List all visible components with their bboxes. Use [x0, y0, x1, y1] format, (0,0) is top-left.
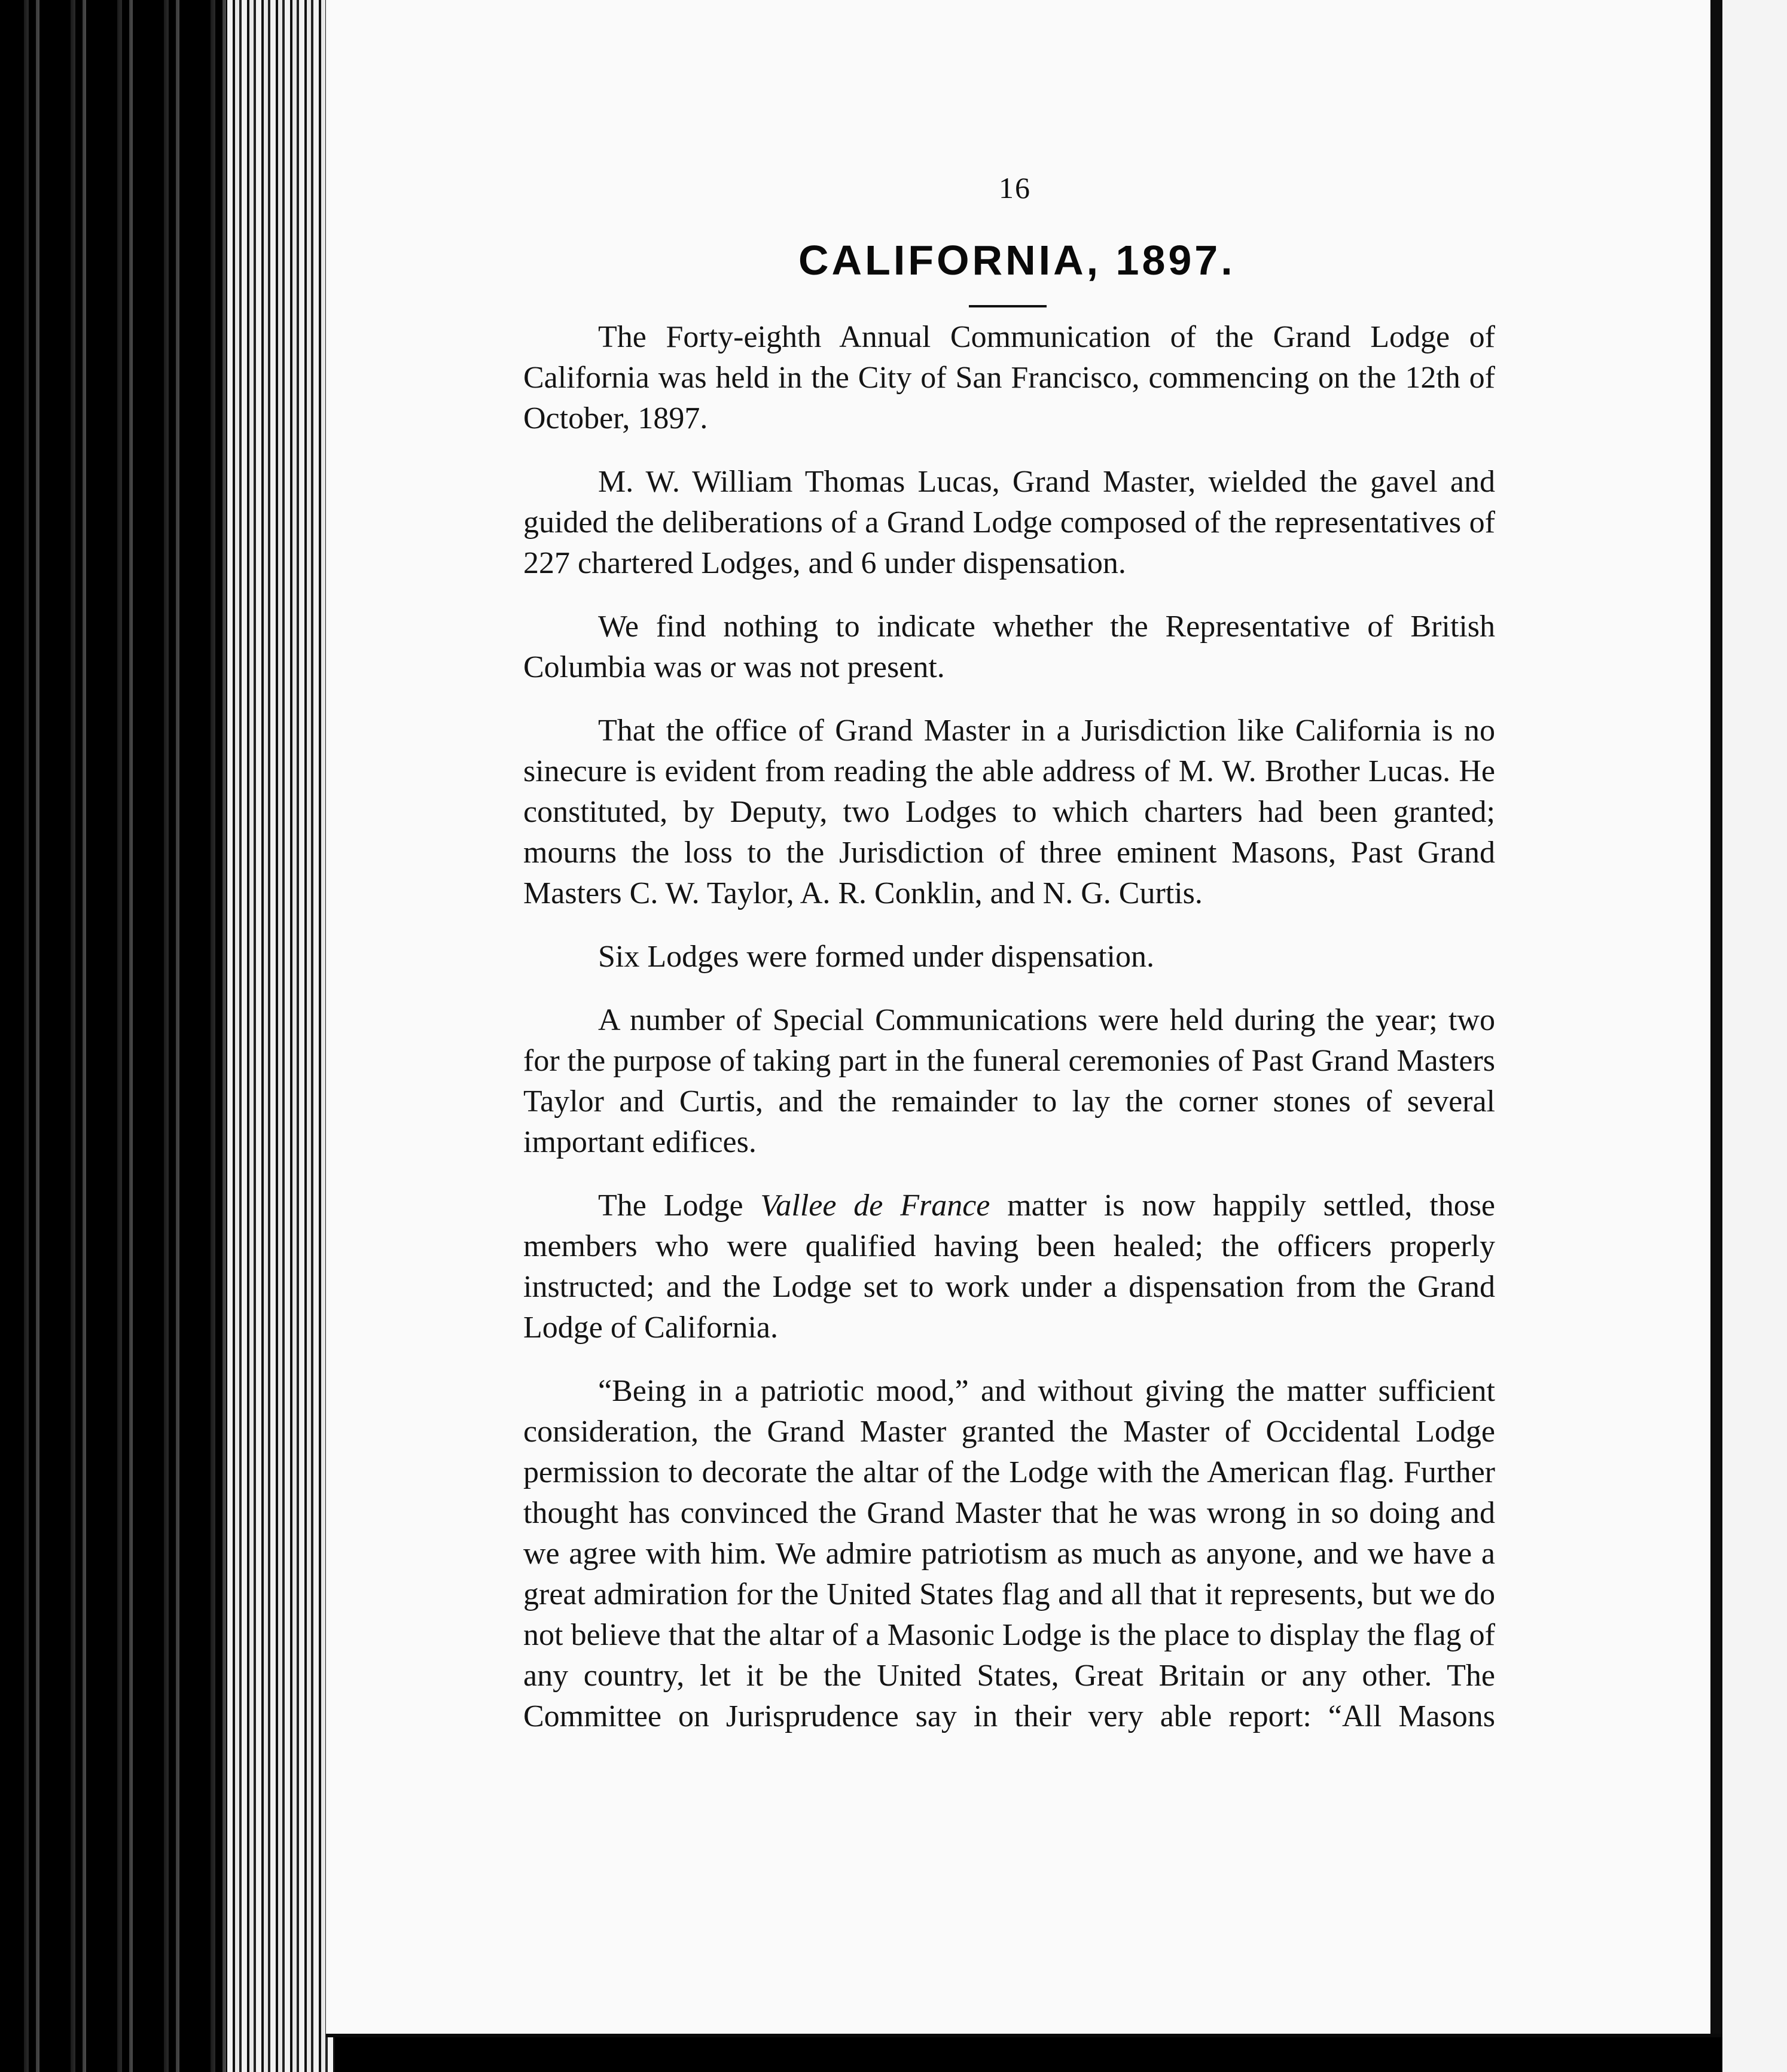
page-right-edge — [1710, 0, 1722, 2034]
title-divider — [969, 305, 1047, 307]
paragraph-2: M. W. William Thomas Lucas, Grand Master, wielded the gavel and guided the deliberations of a Grand Lodge composed of the representatives of 227 chartered Lodges, and 6 under dispensation. — [523, 465, 1495, 580]
paragraph-7-start: The Lodge — [598, 1189, 761, 1223]
article-body — [523, 317, 1495, 1737]
page-number: 16 — [999, 171, 1031, 205]
paragraph-8: “Being in a patriotic mood,” and without giving the matter sufficient consideration, the Grand Master granted the Master of Occidental Lodge permission to decorate the altar of the Lodge with the American flag. Further thought has convinced the Grand Master that he was wrong in so doing and we agree with him. We admire patriotism as much as anyone, and we have a great admiration for the United States flag and all that it represents, but we do not believe that the altar of a Masonic Lodge is the place to display the flag of any country, let it be the United States, Great Britain or any other. The Committee on Jurisprudence say in their very able report: “All Masons — [523, 1374, 1495, 1733]
page-title: CALIFORNIA, 1897. — [798, 237, 1236, 284]
scan-right-margin — [1722, 0, 1787, 2072]
lodge-name-italic: Vallee de France — [760, 1189, 990, 1223]
paragraph-6: A number of Special Communications were held during the year; two for the purpose of taking part in the funeral ceremonies of Past Grand Masters Taylor and Curtis, and the remainder to lay the corner stones of several important edifices. — [523, 1003, 1495, 1159]
paragraph-4: That the office of Grand Master in a Jurisdiction like California is no sinecure is evident from reading the able address of M. W. Brother Lucas. He constituted, by Deputy, two Lodges to which charters had been granted; mourns the loss to the Jurisdiction of three eminent Masons, Past Grand Masters C. W. Taylor, A. R. Conklin, and N. G. Curtis. — [523, 714, 1495, 910]
paragraph-3: We find nothing to indicate whether the Representative of British Columbia was or was not present. — [523, 610, 1495, 684]
paragraph-7 — [523, 1186, 1495, 1348]
book-page-edges — [0, 0, 335, 2072]
paragraph-7-end: matter is now happily settled, those members who were qualified having been healed; the officers properly instructed; and the Lodge set to work under a dispensation from the Grand Lodge of California. — [523, 1189, 1496, 1345]
paragraph-5: Six Lodges were formed under dispensation. — [598, 940, 1155, 974]
paragraph-1: The Forty-eighth Annual Communication of the Grand Lodge of California was held in the City of San Francisco, commencing on the 12th of October, 1897. — [523, 320, 1495, 435]
